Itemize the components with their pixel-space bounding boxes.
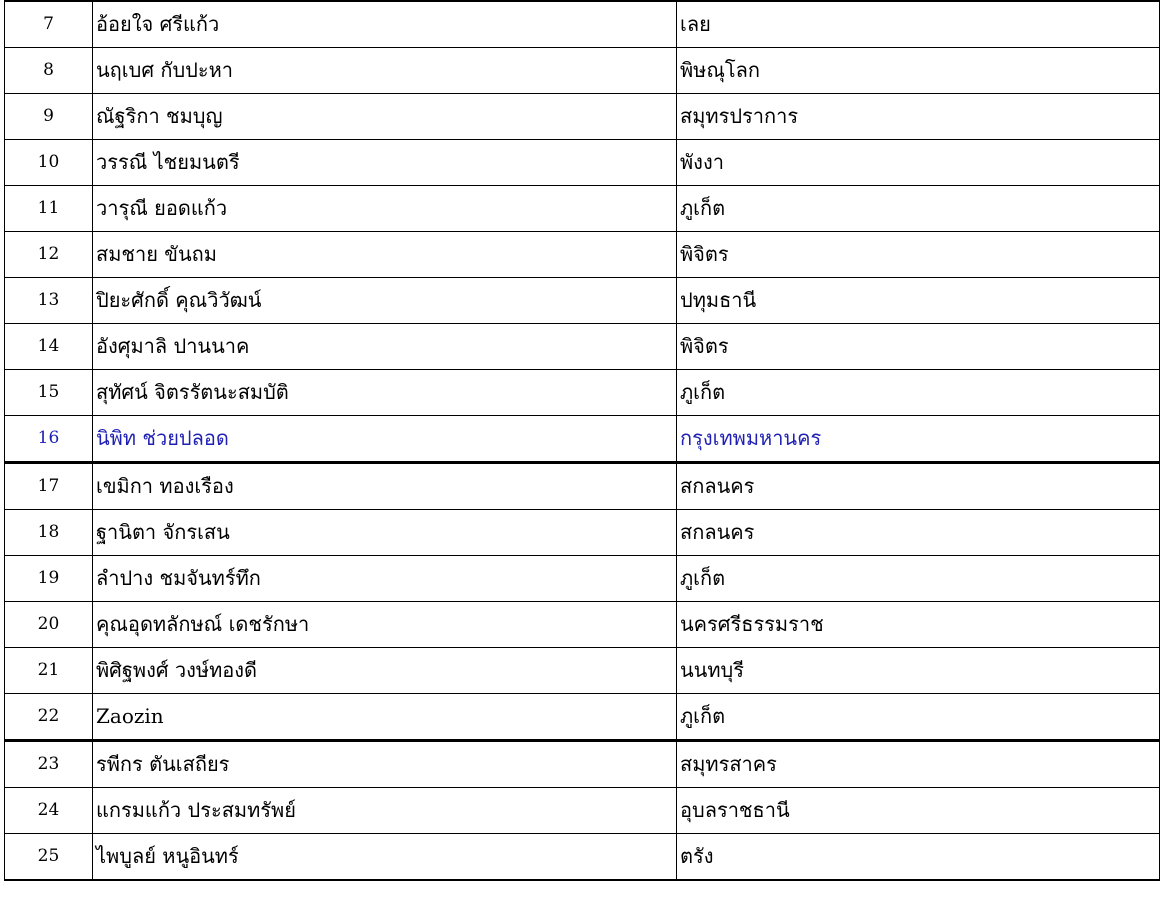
province: นนทบุรี bbox=[677, 648, 1160, 694]
row-number: 24 bbox=[5, 788, 93, 834]
row-number: 14 bbox=[5, 324, 93, 370]
participant-name: วรรณี ไชยมนตรี bbox=[93, 140, 677, 186]
row-number: 13 bbox=[5, 278, 93, 324]
participant-name: ณัฐริกา ชมบุญ bbox=[93, 94, 677, 140]
province: สกลนคร bbox=[677, 463, 1160, 510]
document-sheet bbox=[4, 0, 1159, 900]
participant-name: สมชาย ขันถม bbox=[93, 232, 677, 278]
province: อุบลราชธานี bbox=[677, 788, 1160, 834]
table-row bbox=[5, 48, 1160, 94]
table-row bbox=[5, 648, 1160, 694]
table-row bbox=[5, 556, 1160, 602]
row-number: 9 bbox=[5, 94, 93, 140]
table-row bbox=[5, 741, 1160, 788]
province: พังงา bbox=[677, 140, 1160, 186]
row-number: 15 bbox=[5, 370, 93, 416]
province: ภูเก็ต bbox=[677, 186, 1160, 232]
province: กรุงเทพมหานคร bbox=[677, 416, 1160, 463]
row-number: 19 bbox=[5, 556, 93, 602]
province: สมุทรสาคร bbox=[677, 741, 1160, 788]
row-number: 17 bbox=[5, 463, 93, 510]
participant-table bbox=[4, 0, 1160, 881]
participant-name: ปิยะศักดิ์ คุณวิวัฒน์ bbox=[93, 278, 677, 324]
table-row bbox=[5, 140, 1160, 186]
participant-name: เขมิกา ทองเรือง bbox=[93, 463, 677, 510]
province: นครศรีธรรมราช bbox=[677, 602, 1160, 648]
participant-name: นิพิท ช่วยปลอด bbox=[93, 416, 677, 463]
row-number: 23 bbox=[5, 741, 93, 788]
participant-name: ลำปาง ชมจันทร์ทึก bbox=[93, 556, 677, 602]
row-number: 12 bbox=[5, 232, 93, 278]
province: พิจิตร bbox=[677, 324, 1160, 370]
participant-name: สุทัศน์ จิตรรัตนะสมบัติ bbox=[93, 370, 677, 416]
row-number: 16 bbox=[5, 416, 93, 463]
participant-name: วารุณี ยอดแก้ว bbox=[93, 186, 677, 232]
table-row bbox=[5, 94, 1160, 140]
table-row bbox=[5, 232, 1160, 278]
participant-name: แกรมแก้ว ประสมทรัพย์ bbox=[93, 788, 677, 834]
participant-name: พิศิฐพงศ์ วงษ์ทองดี bbox=[93, 648, 677, 694]
table-row bbox=[5, 186, 1160, 232]
table-row bbox=[5, 463, 1160, 510]
row-number: 10 bbox=[5, 140, 93, 186]
province: ภูเก็ต bbox=[677, 556, 1160, 602]
province: พิษณุโลก bbox=[677, 48, 1160, 94]
row-number: 11 bbox=[5, 186, 93, 232]
province: ปทุมธานี bbox=[677, 278, 1160, 324]
table-row bbox=[5, 278, 1160, 324]
participant-name: นฤเบศ กับปะหา bbox=[93, 48, 677, 94]
participant-name: ฐานิตา จักรเสน bbox=[93, 510, 677, 556]
province: สกลนคร bbox=[677, 510, 1160, 556]
table-row bbox=[5, 370, 1160, 416]
row-number: 25 bbox=[5, 834, 93, 881]
row-number: 22 bbox=[5, 694, 93, 741]
participant-name: อังศุมาลิ ปานนาค bbox=[93, 324, 677, 370]
province: ภูเก็ต bbox=[677, 694, 1160, 741]
province: ตรัง bbox=[677, 834, 1160, 881]
table-row bbox=[5, 834, 1160, 881]
row-number: 20 bbox=[5, 602, 93, 648]
row-number: 21 bbox=[5, 648, 93, 694]
table-row bbox=[5, 1, 1160, 48]
table-row-highlighted bbox=[5, 416, 1160, 463]
row-number: 8 bbox=[5, 48, 93, 94]
table-row bbox=[5, 602, 1160, 648]
participant-name: คุณอุดทลักษณ์ เดชรักษา bbox=[93, 602, 677, 648]
province: เลย bbox=[677, 1, 1160, 48]
province: พิจิตร bbox=[677, 232, 1160, 278]
table-row bbox=[5, 324, 1160, 370]
province: ภูเก็ต bbox=[677, 370, 1160, 416]
participant-name: ไพบูลย์ หนูอินทร์ bbox=[93, 834, 677, 881]
province: สมุทรปราการ bbox=[677, 94, 1160, 140]
table-row bbox=[5, 788, 1160, 834]
row-number: 7 bbox=[5, 1, 93, 48]
table-row bbox=[5, 510, 1160, 556]
participant-name: รพีกร ตันเสถียร bbox=[93, 741, 677, 788]
row-number: 18 bbox=[5, 510, 93, 556]
participant-name: Zaozin bbox=[93, 694, 677, 741]
participant-name: อ้อยใจ ศรีแก้ว bbox=[93, 1, 677, 48]
table-row bbox=[5, 694, 1160, 741]
